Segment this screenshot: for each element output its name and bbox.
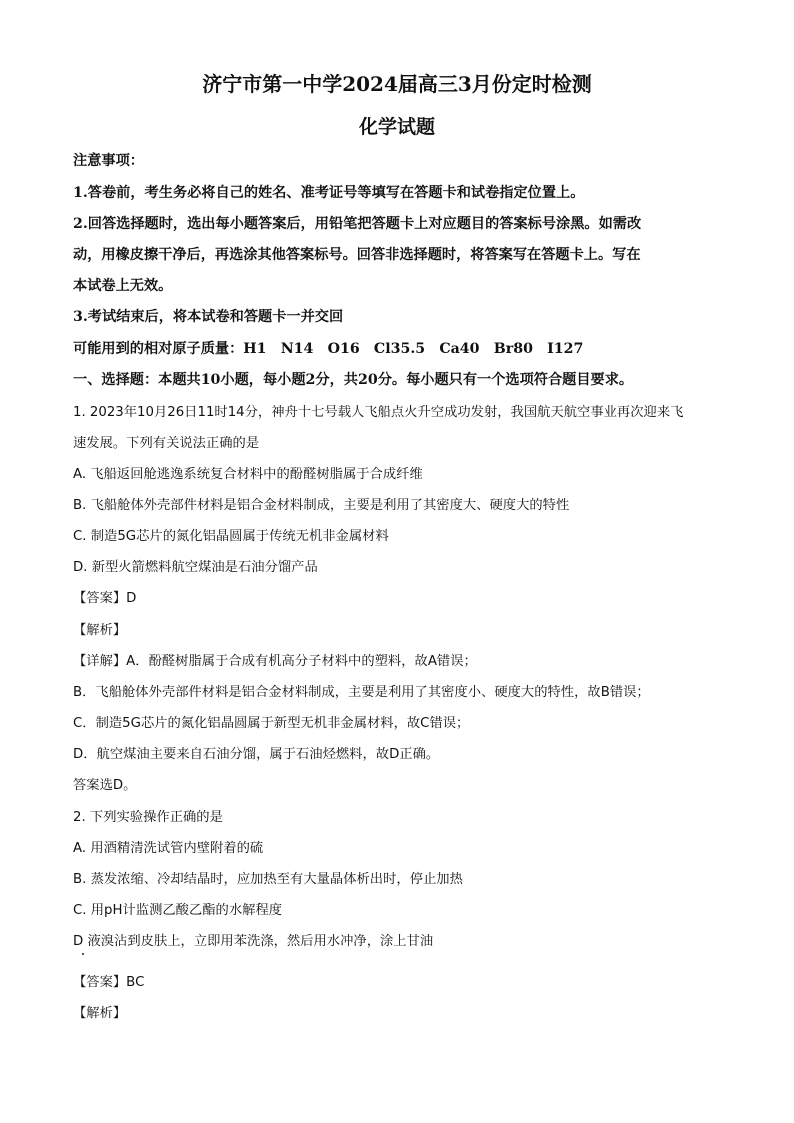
- q2-option-a: A. 用酒精清洗试管内壁附着的硫: [73, 841, 264, 856]
- q2-stem: 2. 下列实验操作正确的是: [73, 810, 223, 825]
- q1-option-a: A. 飞船返回舱逃逸系统复合材料中的酚醛树脂属于合成纤维: [73, 467, 423, 482]
- q2-option-c: C. 用pH计监测乙酸乙酯的水解程度: [73, 903, 283, 918]
- notice-item-2-line-3: 本试卷上无效。: [73, 278, 173, 294]
- q1-detail-a: 【详解】A．酚醛树脂属于合成有机高分子材料中的塑料，故A错误；: [73, 654, 477, 669]
- q1-stem-line-1: 1. 2023年10月26日11时14分，神舟十七号载人飞船点火升空成功发射，我国航天航空事业再次迎来飞: [73, 405, 684, 420]
- notice-item-2-line-1: 2.回答选择题时，选出每小题答案后，用铅笔把答题卡上对应题目的答案标号涂黑。如需改: [73, 216, 642, 232]
- stray-dot: [82, 953, 84, 955]
- notice-item-3: 3.考试结束后，将本试卷和答题卡一并交回: [73, 309, 344, 325]
- q1-option-b: B. 飞船舱体外壳部件材料是铝合金材料制成，主要是利用了其密度大、硬度大的特性: [73, 498, 570, 513]
- q1-detail-c: C．制造5G芯片的氮化铝晶圆属于新型无机非金属材料，故C错误；: [73, 716, 470, 731]
- q1-detail-b: B．飞船舱体外壳部件材料是铝合金材料制成，主要是利用了其密度小、硬度大的特性，故B错误；: [73, 685, 650, 700]
- q1-detail-d: D．航空煤油主要来自石油分馏，属于石油烃燃料，故D正确。: [73, 747, 440, 762]
- notice-item-2-line-2: 动，用橡皮擦干净后，再选涂其他答案标号。回答非选择题时，将答案写在答题卡上。写在: [73, 247, 641, 263]
- exam-title: 济宁市第一中学2024届高三3月份定时检测: [202, 72, 592, 96]
- notice-heading: 注意事项：: [73, 153, 144, 169]
- q1-option-c: C. 制造5G芯片的氮化铝晶圆属于传统无机非金属材料: [73, 529, 389, 544]
- q1-option-d: D. 新型火箭燃料航空煤油是石油分馏产品: [73, 560, 318, 575]
- q1-stem-line-2: 速发展。下列有关说法正确的是: [73, 436, 260, 451]
- q1-analysis-label: 【解析】: [73, 623, 127, 638]
- q2-option-b: B. 蒸发浓缩、冷却结晶时，应加热至有大量晶体析出时，停止加热: [73, 872, 463, 887]
- q2-answer: 【答案】BC: [73, 975, 145, 990]
- section-1-heading: 一、选择题：本题共10小题，每小题2分，共20分。每小题只有一个选项符合题目要求。: [73, 372, 634, 388]
- atomic-mass-line: 可能用到的相对原子质量：H1 N14 O16 Cl35.5 Ca40 Br80 I127: [73, 341, 584, 357]
- q1-conclusion: 答案选D。: [73, 778, 137, 793]
- exam-subtitle: 化学试题: [358, 116, 435, 138]
- q2-option-d: D 液溴沾到皮肤上，立即用苯洗涤，然后用水冲净，涂上甘油: [73, 934, 434, 949]
- notice-item-1: 1.答卷前，考生务必将自己的姓名、准考证号等填写在答题卡和试卷指定位置上。: [73, 185, 585, 201]
- q2-analysis-label: 【解析】: [73, 1006, 127, 1021]
- q1-answer: 【答案】D: [73, 591, 137, 606]
